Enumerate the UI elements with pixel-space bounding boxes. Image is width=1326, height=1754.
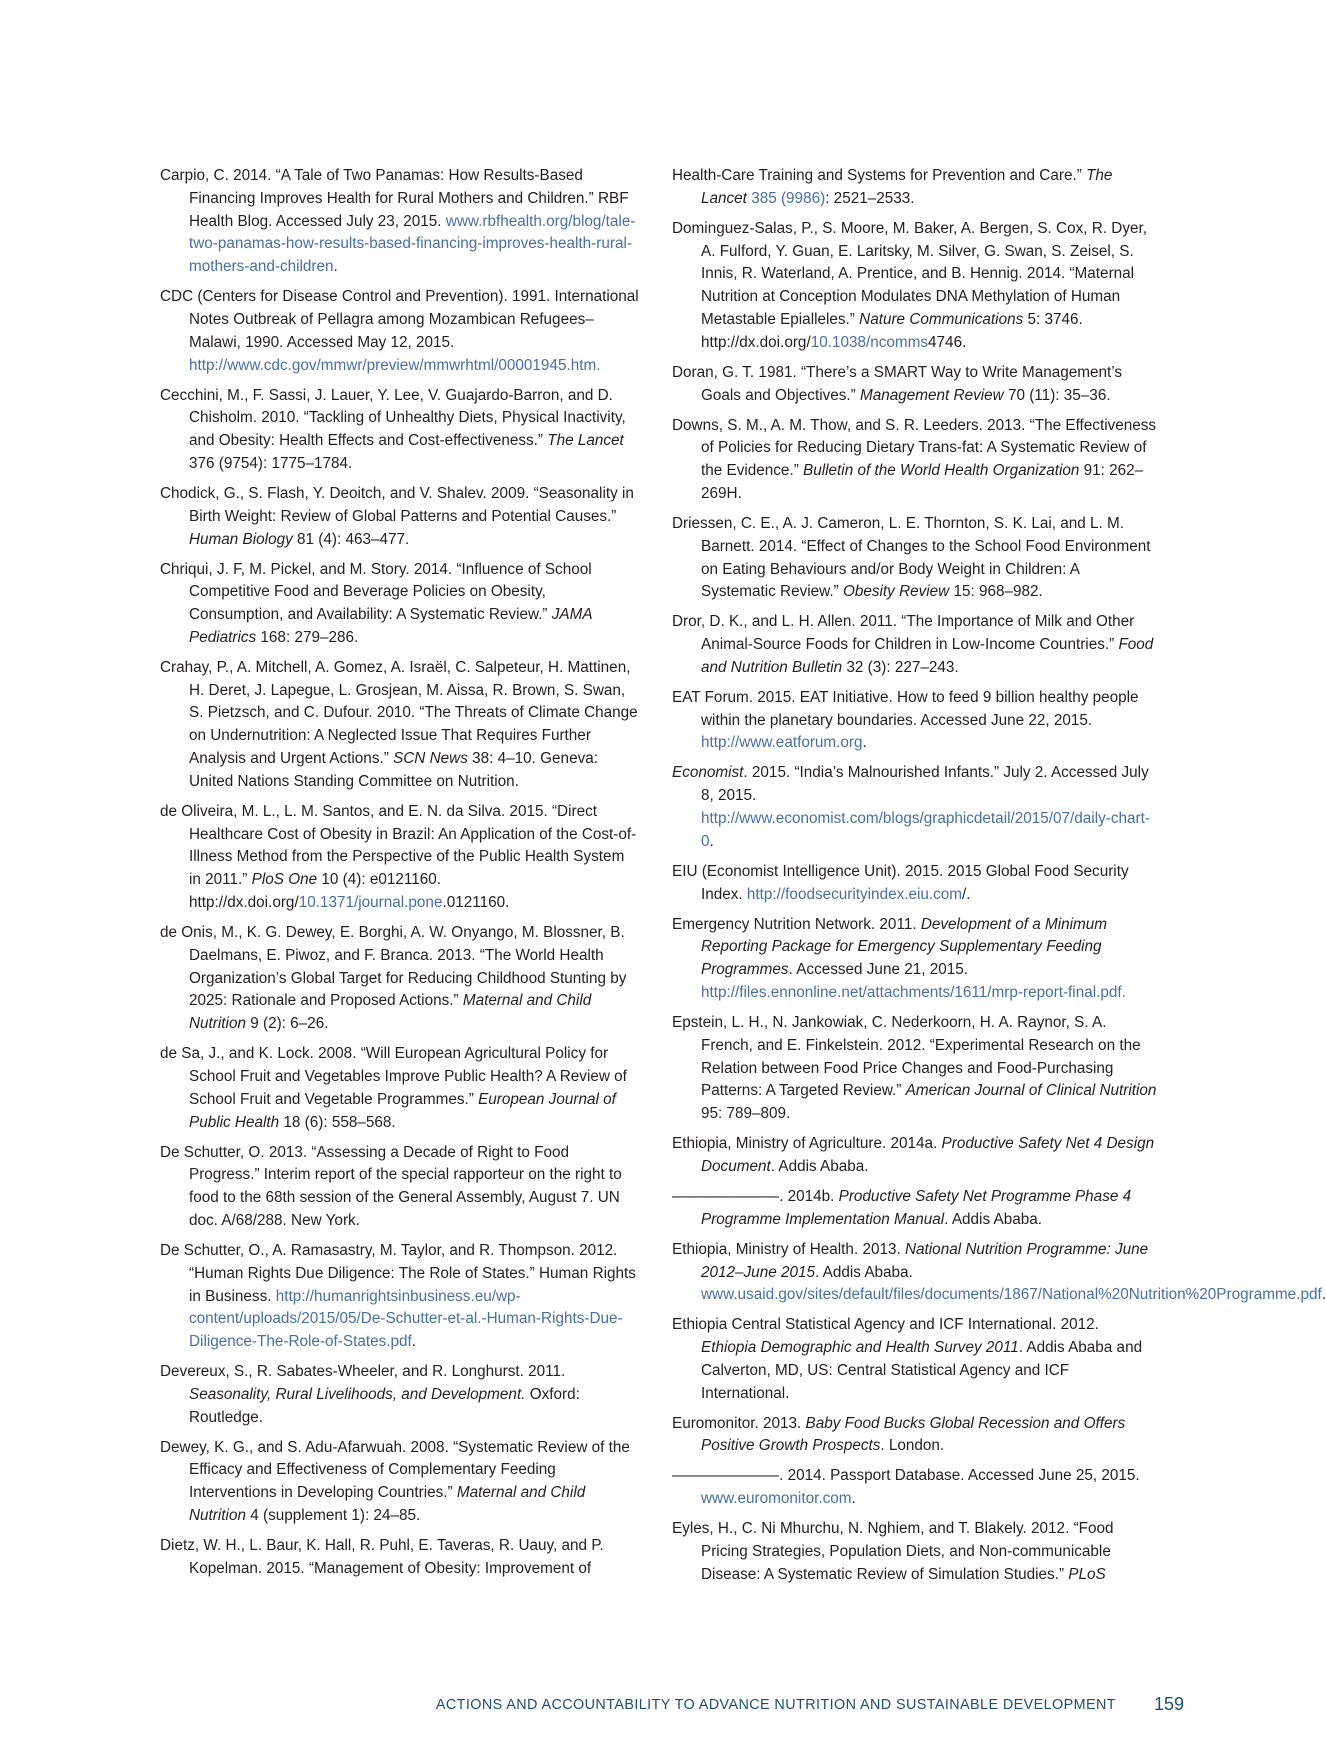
reference-entry xyxy=(672,1413,1157,1459)
reference-text: De Schutter, O. 2013. “Assessing a Decade of Right to Food Progress.” Interim report of the special rapporteur on the right to food to the 68th session of the General Assembly, August 7. UN doc. A/68/288. New York. xyxy=(160,1143,622,1229)
running-title: ACTIONS AND ACCOUNTABILITY TO ADVANCE NUTRITION AND SUSTAINABLE DEVELOPMENT xyxy=(435,1697,1116,1713)
reference-text: .0121160. xyxy=(442,894,510,912)
reference-entry xyxy=(672,1239,1326,1307)
reference-text: . Addis Ababa. xyxy=(770,1157,869,1175)
reference-entry xyxy=(672,762,1157,853)
reference-text: . xyxy=(411,1333,417,1351)
reference-text: /. xyxy=(962,885,971,903)
reference-entry xyxy=(672,914,1157,1005)
reference-text: Downs, S. M., A. M. Thow, and S. R. Leeders. 2013. “The Effectiveness of Policies for Reducing Dietary Trans-fat: A Systematic Review of the Evidence.” xyxy=(672,416,1157,480)
reference-text: EIU (Economist Intelligence Unit). 2015. 2015 Global Food Security Index. xyxy=(672,862,1129,903)
reference-title: JAMA Pediatrics xyxy=(189,606,593,646)
reference-entry xyxy=(672,611,1157,679)
reference-entry xyxy=(160,1361,640,1429)
reference-title: Ethiopia Demographic and Health Survey 2011 xyxy=(701,1339,1019,1357)
reference-entry xyxy=(160,1437,640,1528)
reference-text: Oxford: Routledge. xyxy=(189,1385,580,1426)
reference-text: Emergency Nutrition Network. 2011. xyxy=(672,915,921,933)
reference-title: The Lancet xyxy=(701,167,1113,207)
reference-text: Chodick, G., S. Flash, Y. Deoitch, and V. Shalev. 2009. “Seasonality in Birth Weight: Review of Global Patterns and Potential Causes.” xyxy=(160,484,634,525)
reference-title: Obesity Review xyxy=(842,583,950,601)
reference-text: . London. xyxy=(880,1437,945,1455)
reference-title: Nature Communications xyxy=(859,310,1024,328)
reference-title: Productive Safety Net Programme Phase 4 Programme Implementation Manual xyxy=(701,1187,1132,1228)
reference-text: Carpio, C. 2014. “A Tale of Two Panamas: How Results-Based Financing Improves Health for Rural Mothers and Children.” RBF Health Blog. Accessed July 23, 2015. xyxy=(160,167,629,230)
reference-text: De Schutter, O., A. Ramasastry, M. Taylor, and R. Thompson. 2012. “Human Rights Due Diligence: The Role of States.” Human Rights in Business. xyxy=(160,1241,636,1305)
reference-entry xyxy=(672,362,1157,408)
reference-text: . xyxy=(709,832,714,850)
reference-text: Doran, G. T. 1981. “There’s a SMART Way to Write Management’s Goals and Objectives.” xyxy=(672,363,1123,404)
reference-title: Management Review xyxy=(860,386,1004,404)
reference-link[interactable]: http://www.cdc.gov/mmwr/preview/mmwrhtml/00001945.htm. xyxy=(189,356,601,374)
reference-entry xyxy=(672,513,1157,604)
reference-link[interactable]: www.usaid.gov/sites/default/files/documents/1867/National%20Nutrition%20Programme.pdf xyxy=(701,1286,1322,1304)
reference-title: Human Biology xyxy=(189,530,293,548)
reference-text: Eyles, H., C. Ni Mhurchu, N. Nghiem, and T. Blakely. 2012. “Food Pricing Strategies, Population Diets, and Non-communicable Disease: A Systematic Review of Simulation Studies.” xyxy=(672,1520,1114,1583)
reference-text: : 2521–2533. xyxy=(825,189,915,207)
reference-link[interactable]: http://foodsecurityindex.eiu.com xyxy=(746,885,963,903)
reference-text: 4746. xyxy=(928,333,967,351)
reference-link[interactable]: 10.1371/journal.pone xyxy=(298,894,443,912)
left-column xyxy=(160,165,640,1588)
reference-text: 81 (4): 463–477. xyxy=(292,530,410,548)
reference-text: 95: 789–809. xyxy=(701,1105,791,1123)
reference-text: . xyxy=(862,734,867,752)
reference-link[interactable]: www.euromonitor.com xyxy=(701,1490,852,1508)
reference-entry xyxy=(672,687,1157,755)
reference-text: . Accessed June 21, 2015. xyxy=(788,961,969,979)
reference-entry xyxy=(672,861,1157,907)
reference-entry xyxy=(672,218,1157,355)
reference-text: 4 (supplement 1): 24–85. xyxy=(245,1507,421,1525)
reference-text: Euromonitor. 2013. xyxy=(672,1414,806,1432)
reference-entry xyxy=(672,1186,1157,1232)
reference-title: American Journal of Clinical Nutrition xyxy=(905,1082,1157,1100)
reference-title: The Lancet xyxy=(547,432,624,450)
reference-text: . xyxy=(333,258,338,276)
reference-title: PLoS xyxy=(1068,1565,1106,1583)
reference-title: Maternal and Child Nutrition xyxy=(189,992,592,1033)
reference-entry xyxy=(160,657,640,794)
right-column xyxy=(672,165,1326,1594)
reference-text: de Onis, M., K. G. Dewey, E. Borghi, A. W. Onyango, M. Blossner, B. Daelmans, E. Piwoz, and F. Branca. 2013. “The World Health Organization’s Global Target for Reducing Childhood Stunting by 2025: Rationale and Proposed Actions.” xyxy=(160,924,627,1010)
reference-text: . Addis Ababa. xyxy=(944,1210,1042,1228)
reference-entry xyxy=(160,165,640,279)
page-footer xyxy=(0,1694,1240,1724)
reference-text: Ethiopia, Ministry of Agriculture. 2014a. xyxy=(672,1135,942,1153)
reference-text: Ethiopia, Ministry of Health. 2013. xyxy=(672,1240,905,1258)
reference-entry xyxy=(160,483,640,551)
reference-text: Epstein, L. H., N. Jankowiak, C. Nederkoorn, H. A. Raynor, S. A. French, and E. Finkelstein. 2012. “Experimental Research on the Relation between Food Price Changes and Food-Purchasing Patterns: A Targeted Review.” xyxy=(672,1013,1141,1100)
reference-link[interactable]: http://files.ennonline.net/attachments/1611/mrp-report-final.pdf. xyxy=(701,983,1126,1001)
reference-text: 18 (6): 558–568. xyxy=(279,1113,396,1131)
reference-title: European Journal of Public Health xyxy=(189,1090,616,1131)
reference-text: 32 (3): 227–243. xyxy=(842,658,959,676)
reference-text: Dewey, K. G., and S. Adu-Afarwuah. 2008. “Systematic Review of the Efficacy and Effectiveness of Complementary Feeding Interventions in Developing Countries.” xyxy=(160,1438,630,1502)
reference-text: Health-Care Training and Systems for Prevention and Care.” xyxy=(672,167,1087,184)
reference-entry xyxy=(160,1043,640,1134)
reference-title: National Nutrition Programme: June 2012–June 2015 xyxy=(701,1240,1149,1281)
reference-title: Economist xyxy=(672,764,744,782)
reference-text: Dror, D. K., and L. H. Allen. 2011. “The Importance of Milk and Other Animal-Source Foods for Children in Low-Income Countries.” xyxy=(672,613,1135,654)
reference-text: 168: 279–286. xyxy=(256,628,359,646)
reference-title: Bulletin of the World Health Organization xyxy=(803,462,1080,480)
reference-entry xyxy=(672,1012,1157,1126)
reference-text: de Sa, J., and K. Lock. 2008. “Will European Agricultural Policy for School Fruit and Vegetables Improve Public Health? A Review of School Fruit and Vegetable Programmes.” xyxy=(160,1045,627,1108)
reference-title: Baby Food Bucks Global Recession and Offers Positive Growth Prospects xyxy=(701,1414,1126,1455)
reference-text: . Addis Ababa and Calverton, MD, US: Central Statistical Agency and ICF International. xyxy=(701,1339,1143,1402)
reference-entry xyxy=(160,559,640,650)
reference-text: 9 (2): 6–26. xyxy=(245,1015,329,1033)
reference-entry xyxy=(160,286,640,377)
reference-entry xyxy=(160,1240,640,1354)
reference-text: Dietz, W. H., L. Baur, K. Hall, R. Puhl, E. Taveras, R. Uauy, and P. Kopelman. 2015. “Management of Obesity: Improvement of xyxy=(160,1537,604,1577)
reference-text: Dominguez-Salas, P., S. Moore, M. Baker, A. Bergen, S. Cox, R. Dyer, A. Fulford, Y. Guan, E. Laritsky, M. Silver, G. Swan, S. Zeisel, S. Innis, R. Waterland, A. Prentice, and B. Hennig. 2014. “Maternal Nutrition at Conception Modulates DNA Methylation of Human Metastable Epialleles.” xyxy=(672,219,1147,328)
reference-text: 70 (11): 35–36. xyxy=(1003,386,1111,404)
reference-text: . xyxy=(851,1490,856,1508)
reference-link[interactable]: 385 (9986) xyxy=(751,189,826,207)
reference-entry xyxy=(672,1465,1157,1511)
reference-title: Development of a Minimum Reporting Package for Emergency Supplementary Feeding Programmes xyxy=(701,915,1108,979)
reference-title: Seasonality, Rural Livelihoods, and Development. xyxy=(189,1385,526,1403)
reference-entry xyxy=(160,385,640,476)
reference-link[interactable]: http://www.eatforum.org xyxy=(701,734,863,752)
reference-text: 5: 3746. http://dx.doi.org/ xyxy=(701,310,1083,351)
reference-title: SCN News xyxy=(393,750,468,768)
reference-link[interactable]: www.rbfhealth.org/blog/tale-two-panamas-how-results-based-financing-improves-health-rural-mothers-and-children xyxy=(189,212,636,276)
reference-link[interactable]: 10.1038/ncomms xyxy=(810,333,929,351)
reference-title: Productive Safety Net 4 Design Document xyxy=(701,1135,1155,1175)
reference-text: Chriqui, J. F, M. Pickel, and M. Story. 2014. “Influence of School Competitive Food and Beverage Policies on Obesity, Consumption, and Availability: A Systematic Review.” xyxy=(160,560,592,624)
reference-entry xyxy=(672,165,1157,211)
reference-entry xyxy=(672,415,1157,506)
reference-text: Devereux, S., R. Sabates-Wheeler, and R. Longhurst. 2011. xyxy=(160,1363,566,1381)
reference-entry xyxy=(672,1133,1157,1179)
reference-entry xyxy=(160,1142,640,1233)
reference-text: CDC (Centers for Disease Control and Prevention). 1991. International Notes Outbreak of Pellagra among Mozambican Refugees–Malawi, 1990. Accessed May 12, 2015. xyxy=(160,288,639,351)
reference-text: 91: 262–269H. xyxy=(701,462,1144,502)
reference-text: ———————. 2014. Passport Database. Accessed June 25, 2015. xyxy=(672,1467,1140,1485)
reference-entry xyxy=(672,1314,1157,1405)
reference-link[interactable]: http://www.economist.com/blogs/graphicdetail/2015/07/daily-chart-0 xyxy=(701,810,1150,850)
reference-text: de Oliveira, M. L., L. M. Santos, and E. N. da Silva. 2015. “Direct Healthcare Cost of Obesity in Brazil: An Application of the Cost-of-Illness Method from the Perspective of the Public Health System in 2011.” xyxy=(160,802,637,889)
reference-title: Food and Nutrition Bulletin xyxy=(701,636,1154,676)
reference-entry xyxy=(160,1535,640,1581)
reference-text: . xyxy=(1321,1286,1326,1304)
reference-entry xyxy=(672,1518,1157,1586)
reference-text: 38: 4–10. Geneva: United Nations Standing Committee on Nutrition. xyxy=(189,750,598,790)
reference-entry xyxy=(160,801,640,915)
reference-title: PloS One xyxy=(251,871,318,889)
reference-title: Maternal and Child Nutrition xyxy=(189,1484,586,1525)
reference-text: . 2015. “India’s Malnourished Infants.” July 2. Accessed July 8, 2015. xyxy=(701,764,1149,805)
reference-text: 15: 968–982. xyxy=(949,583,1043,601)
reference-text: ———————. 2014b. xyxy=(672,1187,839,1205)
reference-text: 376 (9754): 1775–1784. xyxy=(189,454,353,472)
reference-text: EAT Forum. 2015. EAT Initiative. How to feed 9 billion healthy people within the planetary boundaries. Accessed June 22, 2015. xyxy=(672,688,1139,729)
reference-text: 10 (4): e0121160. http://dx.doi.org/ xyxy=(189,871,442,912)
page-number: 159 xyxy=(1154,1694,1185,1714)
reference-text: Driessen, C. E., A. J. Cameron, L. E. Thornton, S. K. Lai, and L. M. Barnett. 2014. “Effect of Changes to the School Food Environment on Eating Behaviours and/or Body Weight in Children: A Systematic Review.” xyxy=(672,514,1151,601)
reference-text: . Addis Ababa. xyxy=(815,1263,913,1281)
reference-link[interactable]: http://humanrightsinbusiness.eu/wp-content/uploads/2015/05/De-Schutter-et-al.-Human-Rights-Due-Diligence-The-Role-of-States.pdf xyxy=(189,1287,623,1351)
reference-text: Crahay, P., A. Mitchell, A. Gomez, A. Israël, C. Salpeteur, H. Mattinen, H. Deret, J. Lapegue, L. Grosjean, M. Aissa, R. Brown, S. Swan, S. Pietzsch, and C. Dufour. 2010. “The Threats of Climate Change on Undernutrition: A Neglected Issue That Requires Further Analysis and Urgent Actions.” xyxy=(160,658,638,768)
reference-text: Ethiopia Central Statistical Agency and ICF International. 2012. xyxy=(672,1316,1099,1334)
reference-text: Cecchini, M., F. Sassi, J. Lauer, Y. Lee, V. Guajardo-Barron, and D. Chisholm. 2010. “Tackling of Unhealthy Diets, Physical Inactivity, and Obesity: Health Effects and Cost-effectiveness.” xyxy=(160,386,626,450)
reference-entry xyxy=(160,922,640,1036)
